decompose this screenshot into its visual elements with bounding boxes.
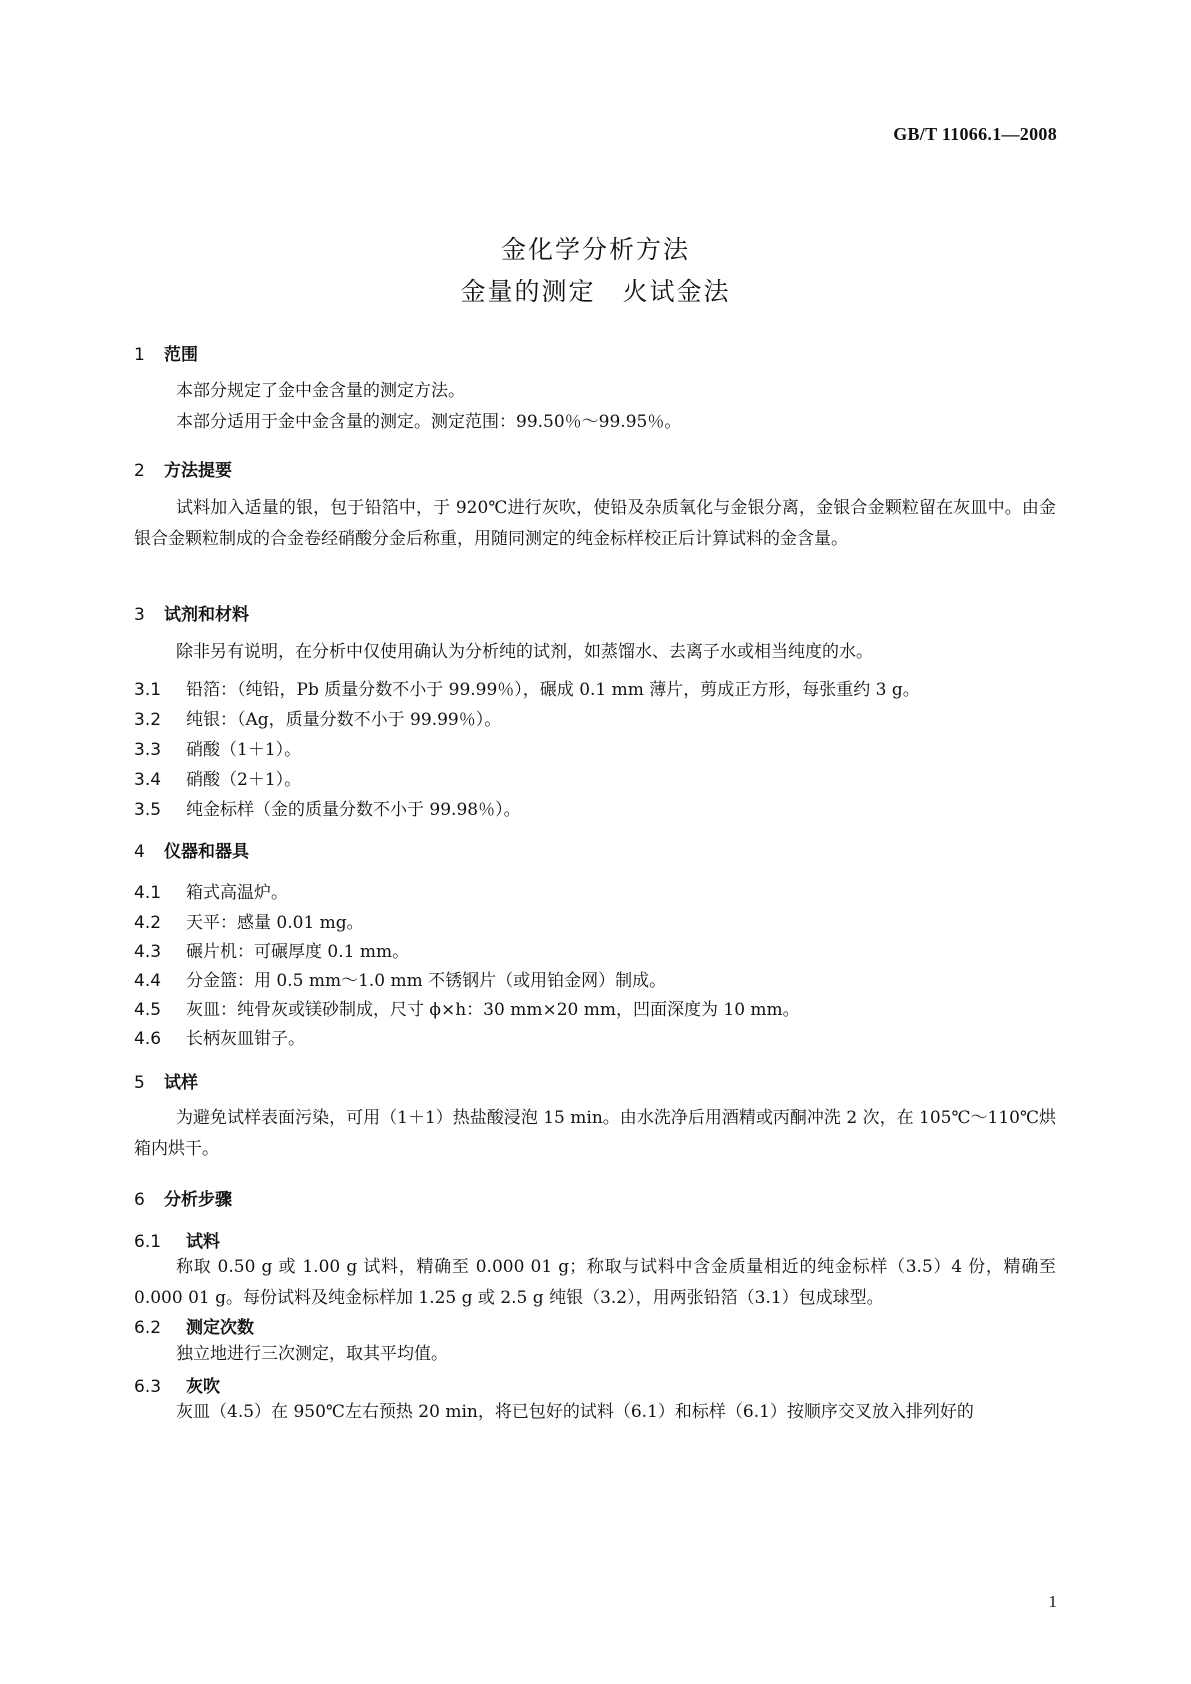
section-number: 5 (134, 1073, 145, 1093)
document-subtitle: 金量的测定 火试金法 (460, 277, 731, 306)
list-item (134, 765, 301, 790)
subsection-number: 6.2 (134, 1318, 162, 1338)
list-item (134, 1024, 305, 1049)
item-number: 3.4 (134, 770, 162, 790)
section-number: 1 (134, 345, 145, 365)
list-item (134, 735, 301, 760)
subsection-title: 试料 (186, 1232, 220, 1252)
item-text: 灰皿：纯骨灰或镁砂制成，尺寸 ϕ×h：30 mm×20 mm，凹面深度为 10 mm。 (186, 1000, 800, 1020)
subsection-title: 灰吹 (186, 1377, 220, 1397)
section-number: 2 (134, 461, 145, 481)
item-number: 4.2 (134, 913, 162, 933)
item-text: 硝酸（2＋1）。 (186, 770, 302, 790)
subsection-number: 6.3 (134, 1377, 162, 1397)
list-item (134, 675, 920, 700)
list-item (134, 937, 409, 962)
section-heading-reagents (134, 600, 249, 625)
section-heading-scope (134, 340, 198, 365)
subsection-title: 测定次数 (186, 1318, 254, 1338)
paragraph: 为避免试样表面污染，可用（1＋1）热盐酸浸泡 15 min。由水洗净后用酒精或丙酮冲洗 2 次，在 105℃～110℃烘箱内烘干。 (134, 1108, 1056, 1159)
paragraph: 本部分规定了金中金含量的测定方法。 (176, 381, 465, 401)
paragraph: 本部分适用于金中金含量的测定。测定范围：99.50％～99.95％。 (176, 412, 682, 432)
list-item (134, 705, 501, 730)
item-number: 3.5 (134, 800, 162, 820)
section-number: 6 (134, 1190, 145, 1210)
item-text: 硝酸（1＋1）。 (186, 740, 302, 760)
item-text: 铅箔：（纯铅，Pb 质量分数不小于 99.99％），碾成 0.1 mm 薄片，剪成正方形，每张重约 3 g。 (186, 680, 920, 700)
list-item (134, 966, 666, 991)
section-title: 试剂和材料 (164, 605, 249, 625)
item-text: 碾片机：可碾厚度 0.1 mm。 (186, 942, 410, 962)
section-title: 试样 (164, 1073, 198, 1093)
item-text: 纯银：（Ag，质量分数不小于 99.99％）。 (186, 710, 502, 730)
item-number: 3.1 (134, 680, 162, 700)
item-text: 纯金标样（金的质量分数不小于 99.98％）。 (186, 800, 521, 820)
list-item (134, 878, 288, 903)
subsection-heading-cupellation (134, 1372, 220, 1397)
list-item (134, 995, 800, 1020)
subsection-number: 6.1 (134, 1232, 162, 1252)
page-number: 1 (1048, 1592, 1057, 1611)
item-number: 4.5 (134, 1000, 162, 1020)
item-number: 3.3 (134, 740, 162, 760)
item-number: 4.1 (134, 883, 162, 903)
list-item (134, 795, 521, 820)
item-number: 4.4 (134, 971, 162, 991)
section-heading-apparatus (134, 837, 249, 862)
section-title: 仪器和器具 (164, 842, 249, 862)
section-title: 分析步骤 (164, 1190, 232, 1210)
section-heading-procedure (134, 1185, 232, 1210)
item-number: 4.3 (134, 942, 162, 962)
list-item (134, 908, 364, 933)
item-text: 分金篮：用 0.5 mm～1.0 mm 不锈钢片（或用铂金网）制成。 (186, 971, 667, 991)
paragraph: 称取 0.50 g 或 1.00 g 试料，精确至 0.000 01 g；称取与试料中含金质量相近的纯金标样（3.5）4 份，精确至 0.000 01 g。每份试料及纯金标样加 1.25 g 或 2.5 g 纯银（3.2），用两张铅箔（3.1）包成球型。 (134, 1257, 1056, 1308)
section-heading-principle (134, 456, 232, 481)
subsection-heading-determinations (134, 1313, 254, 1338)
item-number: 3.2 (134, 710, 162, 730)
document-title: 金化学分析方法 (500, 235, 690, 264)
paragraph: 独立地进行三次测定，取其平均值。 (176, 1344, 448, 1364)
section-title: 方法提要 (164, 461, 232, 481)
item-text: 长柄灰皿钳子。 (186, 1029, 305, 1049)
item-text: 天平：感量 0.01 mg。 (186, 913, 364, 933)
section-number: 4 (134, 842, 145, 862)
paragraph: 试料加入适量的银，包于铅箔中，于 920℃进行灰吹，使铅及杂质氧化与金银分离，金银合金颗粒留在灰皿中。由金银合金颗粒制成的合金卷经硝酸分金后称重，用随同测定的纯金标样校正后计算试料的金含量。 (134, 498, 1056, 549)
item-text: 箱式高温炉。 (186, 883, 288, 903)
paragraph: 除非另有说明，在分析中仅使用确认为分析纯的试剂，如蒸馏水、去离子水或相当纯度的水。 (176, 642, 873, 662)
item-number: 4.6 (134, 1029, 162, 1049)
standard-number: GB/T 11066.1—2008 (893, 124, 1057, 144)
section-number: 3 (134, 605, 145, 625)
section-heading-sample (134, 1068, 198, 1093)
paragraph: 灰皿（4.5）在 950℃左右预热 20 min，将已包好的试料（6.1）和标样（6.1）按顺序交叉放入排列好的 (176, 1402, 974, 1422)
subsection-heading-test-portion (134, 1227, 220, 1252)
section-title: 范围 (164, 345, 198, 365)
